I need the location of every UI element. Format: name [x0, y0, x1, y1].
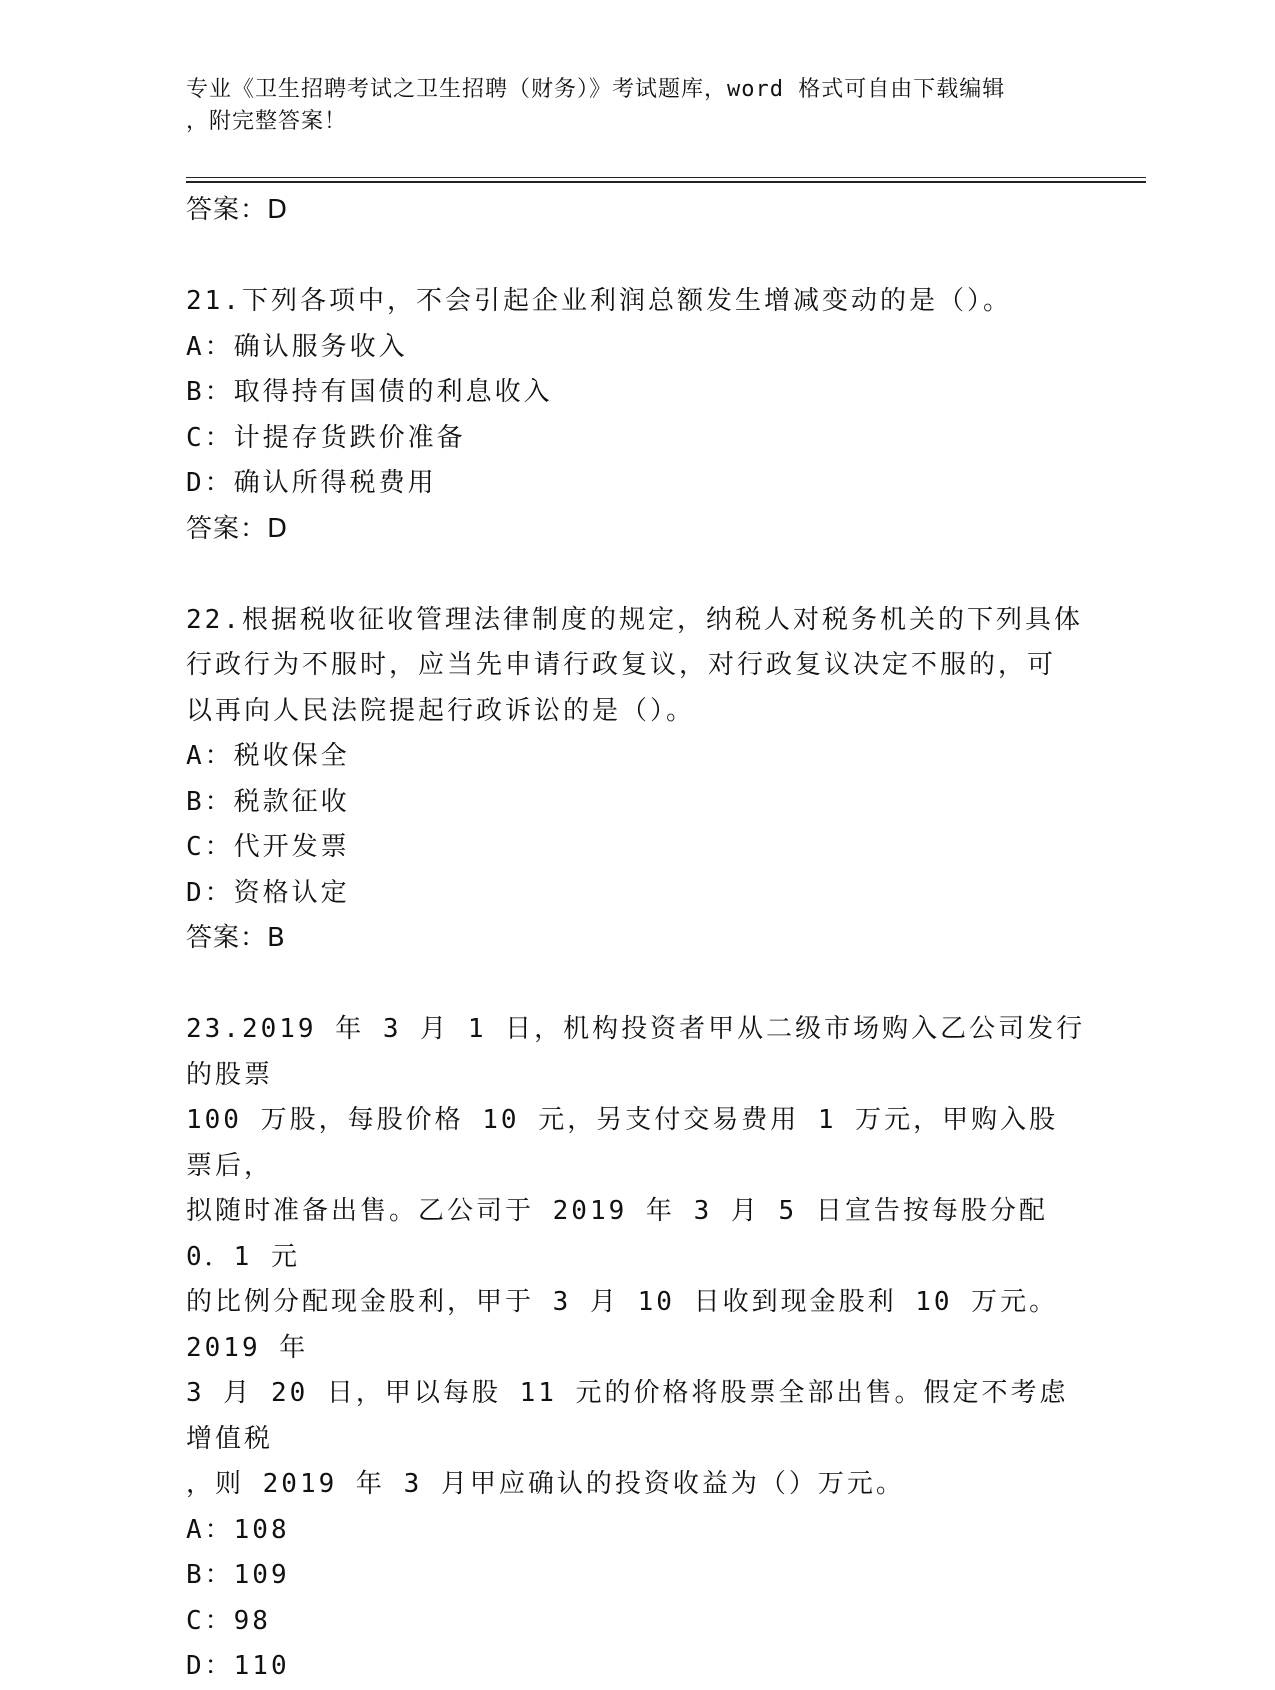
- question-23: [186, 1007, 1086, 1690]
- header-divider-thin: [186, 177, 1146, 178]
- option-d: D：110: [186, 1651, 290, 1681]
- question-list: [186, 188, 1086, 1690]
- option-d: D：资格认定: [186, 877, 350, 908]
- option-a: A：108: [186, 1514, 290, 1545]
- option-b: B：取得持有国债的利息收入: [186, 377, 553, 407]
- question-text-line: 23.2019 年 3 月 1 日，机构投资者甲从二级市场购入乙公司发行的股票: [186, 1014, 1086, 1090]
- question-text-line: 以再向人民法院提起行政诉讼的是（）。: [186, 695, 696, 726]
- spacer: [186, 552, 1086, 598]
- question-text-line: 22.根据税收征收管理法律制度的规定，纳税人对税务机关的下列具体: [186, 604, 1083, 635]
- question-text-line: 21.下列各项中，不会引起企业利润总额发生增减变动的是（）。: [186, 286, 1012, 316]
- option-a: A：税收保全: [186, 741, 350, 771]
- option-c: C：98: [186, 1605, 271, 1636]
- header-line-2: ，附完整答案！: [186, 109, 348, 134]
- header-line-1: 专业《卫生招聘考试之卫生招聘（财务）》考试题库，word 格式可自由下载编辑: [186, 77, 1006, 102]
- spacer: [186, 234, 1086, 280]
- option-c: C：计提存货跌价准备: [186, 422, 466, 453]
- option-d: D：确认所得税费用: [186, 468, 437, 498]
- option-b: B：税款征收: [186, 786, 350, 817]
- answer: 答案：D: [186, 513, 289, 544]
- question-text-line: 的比例分配现金股利，甲于 3 月 10 日收到现金股利 10 万元。2019 年: [186, 1287, 1059, 1363]
- question-text-line: 拟随时准备出售。乙公司于 2019 年 3 月 5 日宣告按每股分配 0．1 元: [186, 1196, 1067, 1272]
- option-c: C：代开发票: [186, 832, 350, 862]
- question-text-line: 3 月 20 日，甲以每股 11 元的价格将股票全部出售。假定不考虑增值税: [186, 1378, 1069, 1454]
- question-text-line: 行政行为不服时，应当先申请行政复议，对行政复议决定不服的，可: [186, 650, 1057, 680]
- document-header: [186, 74, 1086, 138]
- question-22: [186, 598, 1086, 962]
- spacer: [186, 962, 1086, 1008]
- answer: 答案：B: [186, 923, 286, 953]
- question-21: [186, 279, 1086, 552]
- question-text-line: ，则 2019 年 3 月甲应确认的投资收益为（）万元。: [186, 1469, 905, 1499]
- option-a: A：确认服务收入: [186, 331, 408, 362]
- question-text-line: 100 万股，每股价格 10 元，另支付交易费用 1 万元，甲购入股票后，: [186, 1105, 1059, 1181]
- header-divider-thick: [186, 181, 1146, 183]
- previous-answer: 答案：D: [186, 195, 289, 225]
- option-b: B：109: [186, 1560, 290, 1590]
